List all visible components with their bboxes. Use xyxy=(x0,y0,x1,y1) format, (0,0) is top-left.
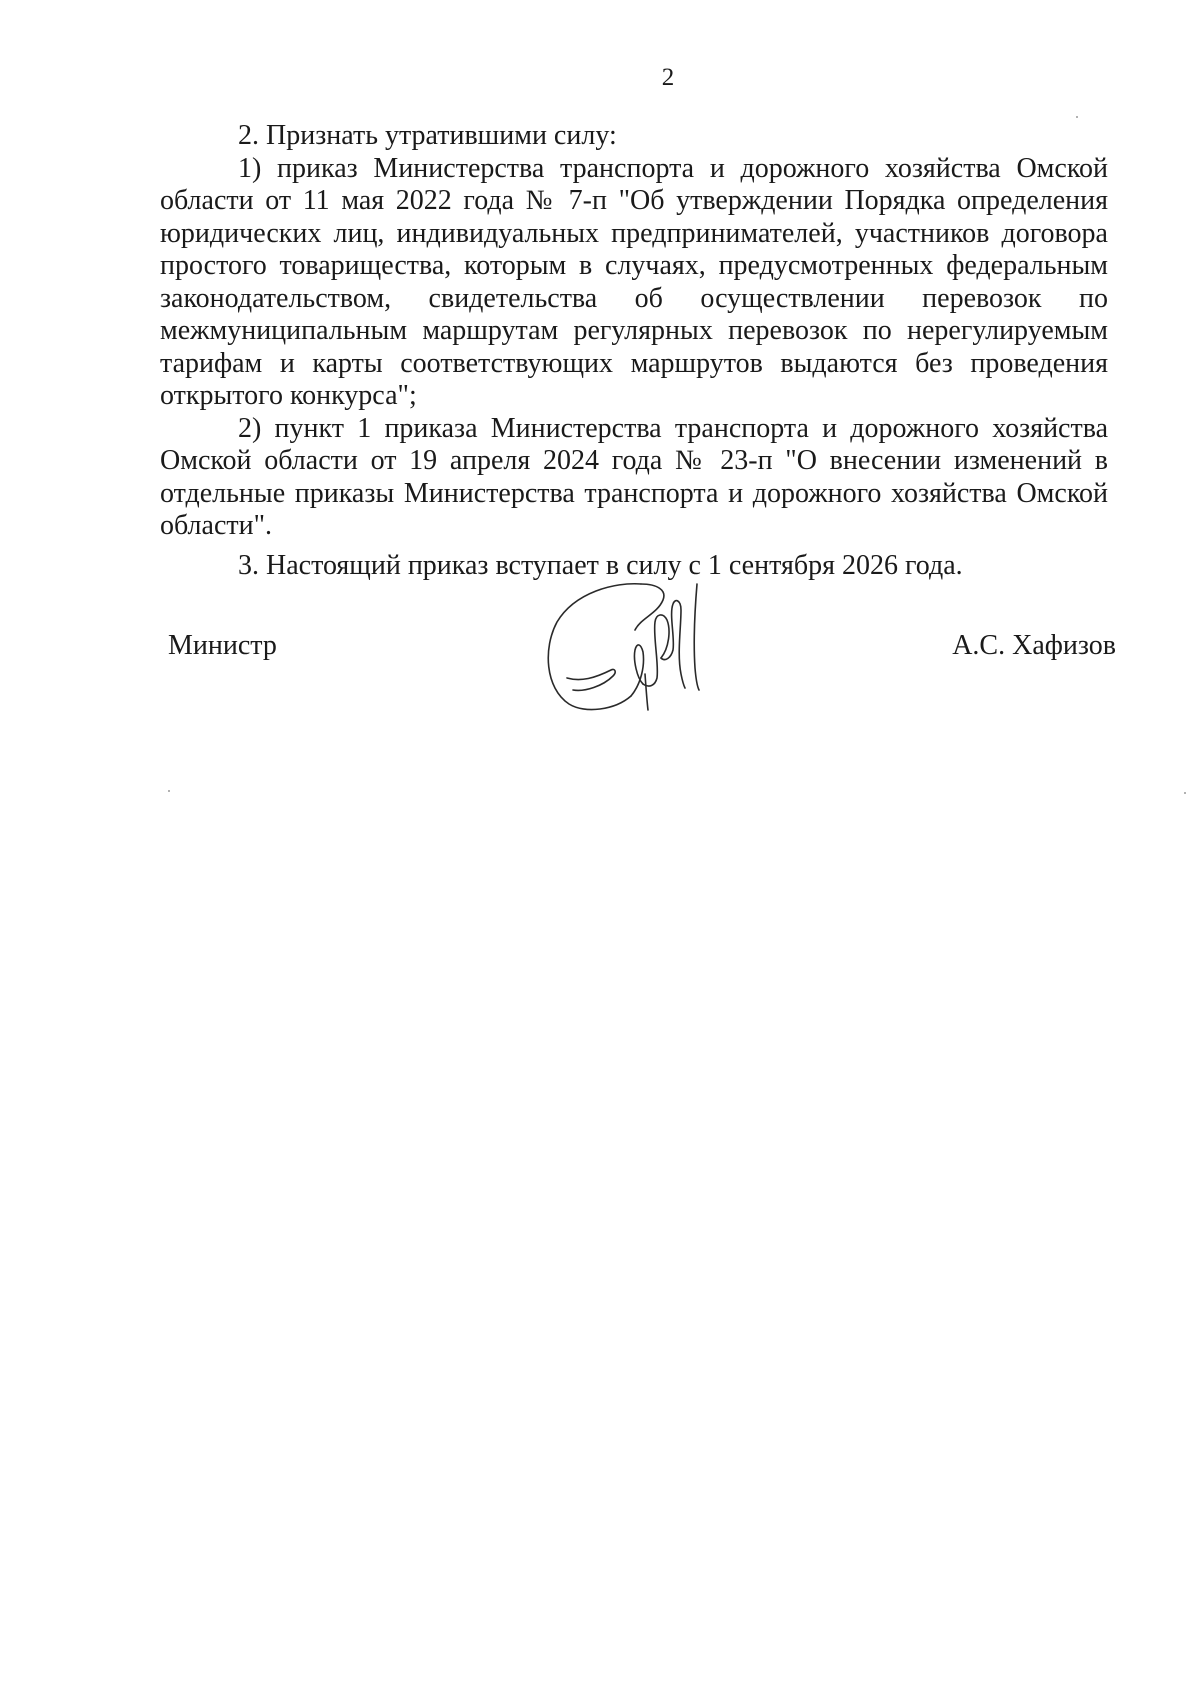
signatory-name: А.С. Хафизов xyxy=(952,630,1116,661)
paragraph-subitem-2: 2) пункт 1 приказа Министерства транспорта и дорожного хозяйства Омской области от 19 апреля 2024 года № 23-п "О внесении изменений в отдельные приказы Министерства транспорта и дорожного хозяйства Омской области". xyxy=(160,412,1108,541)
handwritten-signature xyxy=(545,578,735,718)
scan-speck xyxy=(1184,792,1186,794)
scan-speck xyxy=(168,790,170,792)
page-number: 2 xyxy=(661,64,675,91)
scan-speck xyxy=(1076,116,1078,118)
paragraph-subitem-1: 1) приказ Министерства транспорта и дорожного хозяйства Омской области от 11 мая 2022 года № 7-п "Об утверждении Порядка определения юридических лиц, индивидуальных предпринимателей, участников договора простого товарищества, которым в случаях, предусмотренных федеральным законодательством, свидетельства об осуществлении перевозок по межмуниципальным маршрутам регулярных перевозок по нерегулируемым тарифам и карты соответствующих маршрутов выдаются без проведения открытого конкурса"; xyxy=(160,152,1108,411)
paragraph-item-2: 2. Признать утратившими силу: xyxy=(238,120,617,151)
signatory-title: Министр xyxy=(168,630,277,661)
paragraph-item-3: 3. Настоящий приказ вступает в силу с 1 сентября 2026 года. xyxy=(238,549,963,581)
document-body xyxy=(160,120,1108,582)
